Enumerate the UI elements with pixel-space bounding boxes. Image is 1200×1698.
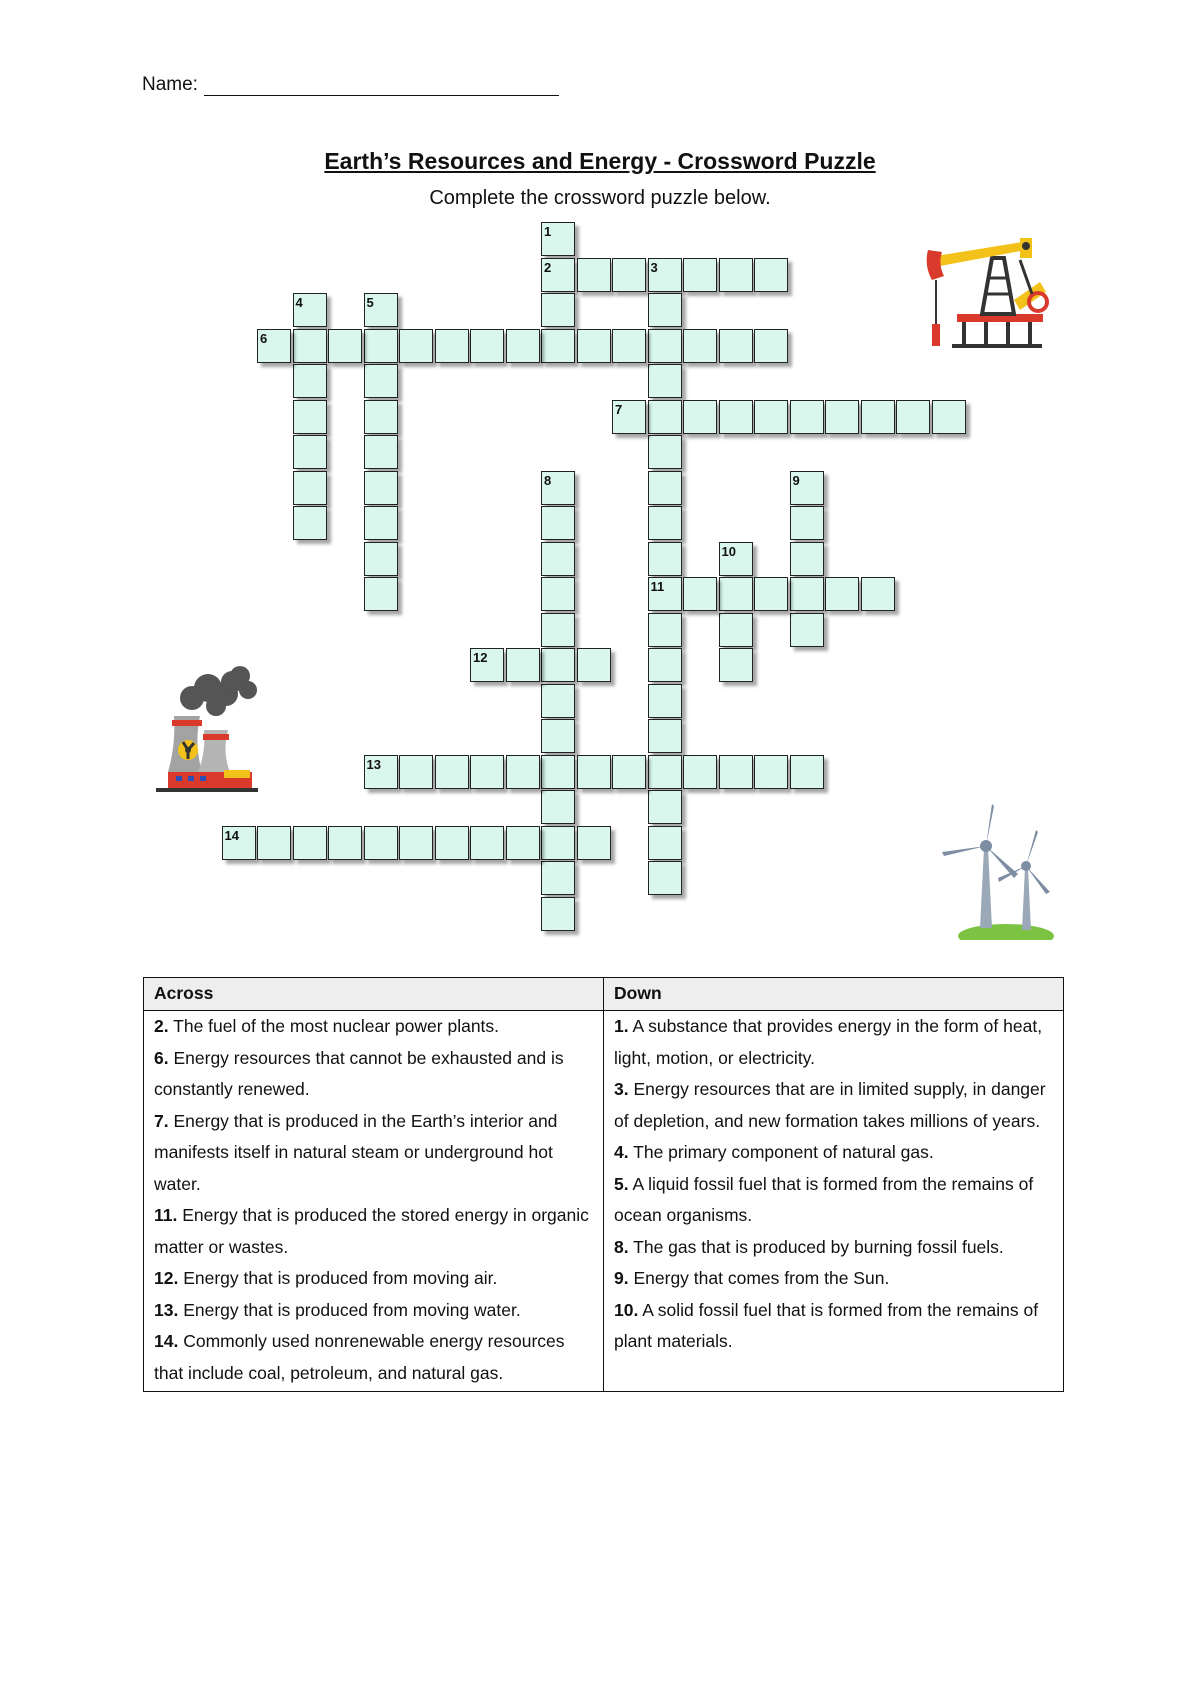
crossword-cell[interactable] (719, 755, 753, 789)
clue-number: 1 (544, 224, 552, 239)
crossword-cell[interactable] (790, 471, 824, 505)
crossword-cell[interactable] (293, 471, 327, 505)
crossword-cell[interactable] (577, 755, 611, 789)
crossword-cell[interactable] (648, 861, 682, 895)
clue-number: 3 (650, 259, 658, 275)
crossword-cell[interactable] (506, 648, 540, 682)
crossword-cell[interactable] (541, 719, 575, 753)
page-title: Earth’s Resources and Energy - Crossword Puzzle (324, 148, 876, 174)
crossword-cell[interactable] (541, 329, 575, 363)
crossword-cell[interactable] (293, 506, 327, 540)
crossword-cell[interactable] (648, 826, 682, 860)
crossword-cell[interactable] (399, 329, 433, 363)
across-clue: 6. Energy resources that cannot be exhausted and is constantly renewed. (154, 1047, 564, 1099)
crossword-cell[interactable] (435, 826, 469, 860)
crossword-cell[interactable] (648, 471, 682, 505)
name-label: Name: (142, 74, 198, 95)
clue-number: 14 (224, 827, 239, 843)
clue-number: 7 (615, 401, 623, 417)
crossword-cell[interactable] (719, 400, 753, 434)
crossword-cell[interactable] (754, 400, 788, 434)
crossword-cell[interactable] (541, 506, 575, 540)
crossword-cell[interactable] (648, 435, 682, 469)
crossword-cell[interactable] (399, 755, 433, 789)
crossword-cell[interactable] (364, 435, 398, 469)
crossword-cell[interactable] (683, 755, 717, 789)
oil-pump-jack-icon (922, 236, 1052, 358)
wind-turbines-icon (932, 800, 1057, 940)
crossword-cell[interactable] (470, 648, 504, 682)
crossword-cell[interactable] (541, 471, 575, 505)
crossword-cell[interactable] (648, 719, 682, 753)
down-clue: 4. The primary component of natural gas. (614, 1142, 934, 1162)
instructions: Complete the crossword puzzle below. (429, 187, 771, 209)
crossword-cell[interactable] (648, 400, 682, 434)
clue-number: 4 (295, 295, 303, 310)
clue-number: 12 (473, 650, 488, 665)
crossword-cell[interactable] (328, 329, 362, 363)
down-clue: 5. A liquid fossil fuel that is formed from the remains of ocean organisms. (614, 1173, 1034, 1225)
crossword-cell[interactable] (612, 755, 646, 789)
clue-number: 9 (792, 472, 800, 488)
across-clue: 14. Commonly used nonrenewable energy resources that include coal, petroleum, and natural gas. (154, 1331, 565, 1383)
crossword-cell[interactable] (364, 826, 398, 860)
crossword-cell[interactable] (541, 577, 575, 611)
crossword-cell[interactable] (541, 790, 575, 824)
name-blank-line[interactable] (204, 79, 559, 96)
crossword-cell[interactable] (541, 648, 575, 682)
down-clue: 10. A solid fossil fuel that is formed from the remains of plant materials. (614, 1299, 1039, 1351)
crossword-cell[interactable] (541, 293, 575, 327)
crossword-cell[interactable] (293, 329, 327, 363)
crossword-cell[interactable] (648, 506, 682, 540)
crossword-cell[interactable] (364, 755, 398, 789)
crossword-cell[interactable] (612, 400, 646, 434)
crossword-cell[interactable] (825, 577, 859, 611)
crossword-cell[interactable] (648, 755, 682, 789)
crossword-cell[interactable] (648, 648, 682, 682)
crossword-cell[interactable] (790, 613, 824, 647)
crossword-cell[interactable] (293, 826, 327, 860)
crossword-cell[interactable] (577, 258, 611, 292)
down-clues (604, 1011, 1064, 1392)
crossword-cell[interactable] (399, 826, 433, 860)
clue-number: 2 (544, 259, 552, 275)
crossword-cell[interactable] (541, 861, 575, 895)
clues-table (143, 977, 1064, 1392)
across-clue: 7. Energy that is produced in the Earth’s interior and manifests itself in natural steam or underground hot water. (154, 1110, 558, 1194)
clue-number: 8 (544, 472, 552, 488)
crossword-cell[interactable] (328, 826, 362, 860)
crossword-cell[interactable] (364, 293, 398, 327)
crossword-cell[interactable] (648, 790, 682, 824)
crossword-cell[interactable] (648, 542, 682, 576)
crossword-cell[interactable] (861, 577, 895, 611)
down-clue: 1. A substance that provides energy in the form of heat, light, motion, or electricity. (614, 1016, 1043, 1068)
crossword-cell[interactable] (648, 613, 682, 647)
crossword-cell[interactable] (719, 542, 753, 576)
crossword-cell[interactable] (825, 400, 859, 434)
crossword-cell[interactable] (719, 258, 753, 292)
crossword-cell[interactable] (222, 826, 256, 860)
crossword-cell[interactable] (470, 329, 504, 363)
crossword-cell[interactable] (541, 826, 575, 860)
clue-number: 11 (650, 579, 665, 594)
crossword-cell[interactable] (541, 542, 575, 576)
crossword-cell[interactable] (435, 755, 469, 789)
crossword-cell[interactable] (790, 400, 824, 434)
crossword-cell[interactable] (541, 755, 575, 789)
name-field (142, 74, 559, 96)
crossword-cell[interactable] (293, 293, 327, 327)
crossword-cell[interactable] (364, 364, 398, 398)
across-clue: 12. Energy that is produced from moving air. (154, 1268, 498, 1288)
crossword-cell[interactable] (506, 755, 540, 789)
crossword-cell[interactable] (364, 400, 398, 434)
across-header: Across (144, 978, 604, 1011)
crossword-cell[interactable] (683, 258, 717, 292)
crossword-cell[interactable] (861, 400, 895, 434)
crossword-cell[interactable] (683, 577, 717, 611)
crossword-cell[interactable] (754, 258, 788, 292)
crossword-cell[interactable] (648, 258, 682, 292)
crossword-cell[interactable] (470, 755, 504, 789)
crossword-cell[interactable] (541, 684, 575, 718)
crossword-cell[interactable] (364, 506, 398, 540)
crossword-cell[interactable] (293, 435, 327, 469)
crossword-cell[interactable] (754, 577, 788, 611)
crossword-cell[interactable] (719, 648, 753, 682)
crossword-cell[interactable] (648, 684, 682, 718)
crossword-cell[interactable] (790, 755, 824, 789)
crossword-cell[interactable] (541, 222, 575, 256)
clue-number: 13 (366, 756, 381, 772)
crossword-cell[interactable] (719, 613, 753, 647)
down-clue: 3. Energy resources that are in limited supply, in danger of depletion, and new formation takes millions of years. (614, 1079, 1046, 1131)
crossword-cell[interactable] (435, 329, 469, 363)
crossword-cell[interactable] (364, 471, 398, 505)
across-clue: 2. The fuel of the most nuclear power plants. (154, 1016, 500, 1036)
crossword-cell[interactable] (257, 329, 291, 363)
crossword-cell[interactable] (541, 613, 575, 647)
crossword-cell[interactable] (648, 293, 682, 327)
crossword-cell[interactable] (648, 329, 682, 363)
crossword-cell[interactable] (506, 826, 540, 860)
crossword-cell[interactable] (896, 400, 930, 434)
clue-number: 10 (721, 543, 736, 559)
down-clue: 8. The gas that is produced by burning fossil fuels. (614, 1236, 1004, 1257)
crossword-cell[interactable] (754, 755, 788, 789)
crossword-cell[interactable] (364, 329, 398, 363)
crossword-cell[interactable] (719, 577, 753, 611)
crossword-cell[interactable] (648, 577, 682, 611)
across-clue: 11. Energy that is produced the stored energy in organic matter or wastes. (154, 1205, 589, 1257)
crossword-cell[interactable] (506, 329, 540, 363)
crossword-cell[interactable] (541, 258, 575, 292)
crossword-cell[interactable] (754, 329, 788, 363)
crossword-cell[interactable] (790, 577, 824, 611)
crossword-cell[interactable] (257, 826, 291, 860)
crossword-cell[interactable] (470, 826, 504, 860)
crossword-cell[interactable] (932, 400, 966, 434)
crossword-cell[interactable] (683, 400, 717, 434)
crossword-cell[interactable] (293, 400, 327, 434)
crossword-cell[interactable] (648, 364, 682, 398)
crossword-cell[interactable] (577, 826, 611, 860)
crossword-cell[interactable] (612, 258, 646, 292)
crossword-cell[interactable] (364, 577, 398, 611)
crossword-cell[interactable] (719, 329, 753, 363)
crossword-cell[interactable] (577, 329, 611, 363)
clue-number: 5 (366, 295, 374, 310)
nuclear-power-plant-icon (152, 664, 262, 794)
down-clue: 9. Energy that comes from the Sun. (614, 1268, 890, 1288)
crossword-cell[interactable] (364, 542, 398, 576)
across-clues (144, 1011, 604, 1392)
crossword-cell[interactable] (790, 542, 824, 576)
down-header: Down (604, 978, 1064, 1011)
crossword-cell[interactable] (612, 329, 646, 363)
clue-number: 6 (260, 330, 268, 346)
crossword-cell[interactable] (790, 506, 824, 540)
crossword-cell[interactable] (541, 897, 575, 931)
crossword-cell[interactable] (577, 648, 611, 682)
crossword-cell[interactable] (293, 364, 327, 398)
across-clue: 13. Energy that is produced from moving water. (154, 1299, 521, 1320)
crossword-cell[interactable] (683, 329, 717, 363)
